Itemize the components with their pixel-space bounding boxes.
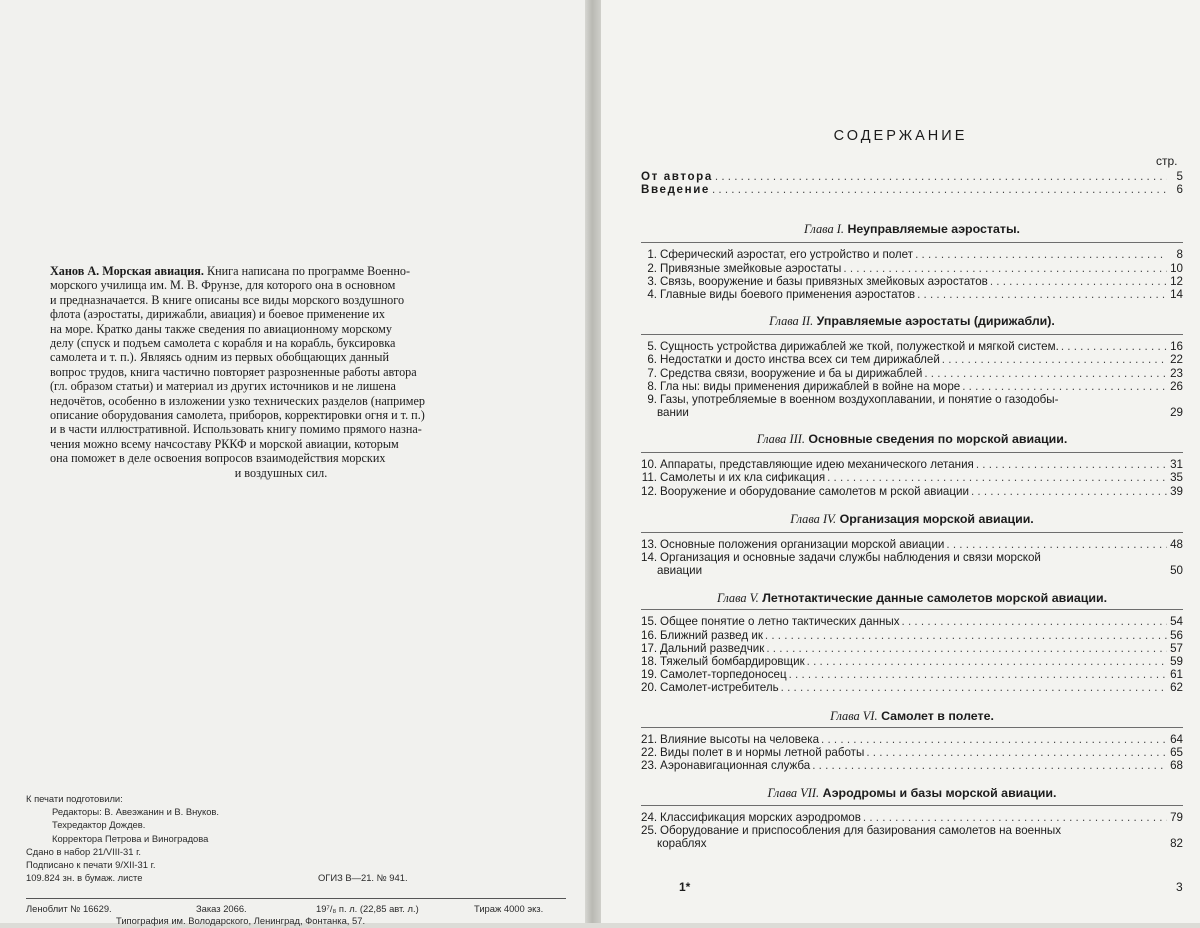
toc-chapter-heading [641,592,1183,605]
toc-entry-number: 13. [641,537,658,551]
toc-chapter-heading [641,315,1183,328]
toc-leader-dots [1059,340,1167,353]
toc-entry-page: 22 [1170,353,1183,367]
toc-entry [641,746,1183,759]
toc-entry-page: 10 [1170,261,1183,275]
toc-entry-text [641,681,779,694]
toc-chapter-title: Самолет в полете. [881,708,994,723]
toc-leader-dots [969,485,1167,498]
toc-chapter-heading [641,223,1183,236]
toc-entry [641,393,1183,406]
annotation-line: описание оборудования самолета, приборов, корректировки огня и т. п.) [50,408,425,423]
toc-entry-text [641,551,1041,564]
toc-spacer [641,498,1183,513]
toc-spacer [641,577,1183,592]
toc-spacer [641,196,1183,223]
toc-spacer [641,695,1183,710]
toc-entry [641,538,1183,551]
toc-leader-dots [805,655,1167,668]
toc-entry-title: Самолет-истребитель [660,681,779,695]
annotation-line: делу (спуск и подъем самолета с корабля и на корабль, буксировка [50,336,396,351]
toc-entry-text [641,759,810,772]
toc-leader-dots [960,380,1167,393]
toc-entry [641,824,1183,837]
toc-entry-number: 24. [641,811,658,825]
annotation-line: на море. Кратко даны также сведения по авиационному морскому [50,321,392,336]
toc-entry-page: 56 [1170,628,1183,642]
toc-entry-page: 16 [1170,340,1183,354]
toc-chapter-title: Неуправляемые аэростаты. [847,222,1020,237]
toc-entry-number: 9. [647,392,657,406]
toc-entry-text [641,615,900,628]
toc-entry-continuation [641,406,1183,419]
toc-entry-number: 12. [641,484,658,498]
imprint-lit: Леноблит № 16629. [26,903,112,914]
imprint-prepared: К печати подготовили: [26,793,123,804]
toc-entry-number: 17. [641,641,658,655]
toc-entry-title: Сущность устройства дирижаблей же ткой, полужесткой и мягкой систем. [660,340,1059,354]
toc-entry [641,615,1183,628]
toc-chapter-label: Глава V. [716,591,759,606]
toc-entry-text [641,485,969,498]
imprint-tech-editor: Техредактор Дождев. [52,819,146,831]
toc-entry-page: 61 [1170,668,1183,682]
toc-entry-number: 2. [647,261,657,275]
toc-entry-text [641,733,819,746]
toc-chapter-label: Глава VI. [830,708,878,723]
toc-entry-number: 20. [641,681,658,695]
toc-entry-number: 4. [647,287,657,301]
toc-entry [641,248,1183,261]
annotation-line: она поможет в деле освоения вопросов взаимодействия морских [50,451,386,466]
toc-entry [641,642,1183,655]
toc-entry-page: 68 [1170,758,1183,772]
toc-entry-text [641,275,988,288]
toc-entry-number: 5. [647,340,657,354]
right-page [601,0,1200,923]
annotation-first-line [50,264,512,278]
author-title: Ханов А. Морская авиация. [50,264,204,278]
book-annotation [50,264,512,480]
annotation-line: и предназначается. В книге описаны все виды морского воздушного [50,292,405,307]
toc-entry-title: Основные положения организации морской авиации [660,537,945,551]
toc-entry-number: 11. [641,471,657,485]
toc-chapter-label: Глава II. [769,314,814,329]
toc-entry-number: 3. [647,274,657,288]
annotation-line: (гл. образом статьи) и материал из других источников и не лишена [50,379,396,394]
toc-entry-text [641,642,764,655]
toc-entry-number: 22. [641,745,658,759]
toc-entry-page: 8 [1176,248,1183,262]
toc-entry-title: Общее понятие о летно тактических данных [660,615,900,629]
imprint-order: Заказ 2066. [196,903,247,914]
signature-mark: 1* [679,880,691,894]
toc-spacer [641,301,1183,315]
toc-title: СОДЕРЖАНИЕ [833,128,968,144]
toc-chapter-heading [641,433,1183,446]
toc-leader-dots [763,629,1167,642]
toc-chapter-heading [641,513,1183,526]
toc-leader-dots [779,681,1167,694]
annotation-line: вопрос трудов, книга частично повторяет разрозненные работы автора [50,364,417,379]
toc-entry [641,262,1183,275]
imprint-editors: Редакторы: В. Авеэжанин и В. Внуков. [52,806,220,818]
annotation-line: морского училища им. М. В. Фрунзе, для которого она в основном [50,278,396,293]
toc-entry-text [641,811,861,824]
toc-entry [641,367,1183,380]
toc-entry-text [641,353,940,366]
toc-leader-dots [819,733,1167,746]
toc-front-entry [641,183,1183,196]
toc-leader-dots [764,642,1167,655]
imprint-chars-row [26,871,566,884]
toc-leader-dots [915,288,1167,301]
imprint-bottom [26,902,566,928]
toc-chapter-label: Глава III. [756,432,805,447]
toc-entry-title: Недостатки и досто инства всех си тем дирижаблей [660,353,940,367]
toc-leader-dots [841,262,1167,275]
toc-entry-text [641,668,787,681]
toc-entry-text [641,458,974,471]
annotation-line: Книга написана по программе Военно- [206,264,411,278]
toc-entry-page: 31 [1170,458,1183,472]
toc-entry [641,340,1183,353]
annotation-line: чения можно всему начсоставу РККФ и морской авиации, которым [50,436,399,451]
toc-entry-title: Классификация морских аэродромов [660,811,861,825]
toc-entry-page: 26 [1170,379,1183,393]
toc-entry-continuation [641,837,1183,850]
toc-entry-title: Самолеты и их кла сификация [660,471,826,485]
toc-entry [641,380,1183,393]
toc-leader-dots [810,759,1167,772]
toc-entry-number: 23. [641,758,658,772]
toc-entry-number: 7. [647,366,657,380]
toc-entry-page: 82 [1170,837,1183,851]
toc-entry [641,668,1183,681]
toc-chapter-title: Летнотактические данные самолетов морской авиации. [762,591,1108,606]
toc-entry-text [641,340,1059,353]
toc-chapter-heading [641,710,1183,723]
toc-entry-continuation-text: авиации [657,564,703,578]
toc-chapter-title: Организация морской авиации. [839,511,1034,526]
toc-entry-text: От автора [641,170,713,183]
toc-chapter-title: Основные сведения по морской авиации. [808,432,1068,447]
imprint-printer: Типография им. Володарского, Ленинград, Фонтанка, 57. [116,915,366,926]
left-page [0,0,585,926]
annotation-line: флота (аэростаты, дирижабли, авиация) и боевое применение их [50,307,386,322]
toc-entry-page: 57 [1170,641,1183,655]
toc-chapter-label: Глава I. [804,222,844,237]
toc-entry-page: 48 [1170,537,1183,551]
imprint-typeset: Сдано в набор 21/VIII-31 г. [26,845,141,857]
imprint [26,792,566,926]
table-of-contents [641,170,1183,851]
toc-entry-title: Самолет-торпедоносец [660,668,787,682]
toc-entry-title: Привязные змейковые аэростаты [660,261,842,275]
toc-entry-title: Вооружение и оборудование самолетов м рской авиации [660,484,969,498]
imprint-run: Тираж 4000 экз. [474,903,544,914]
toc-entry-number: 8. [647,379,657,393]
toc-entry-text [641,746,864,759]
toc-entry [641,811,1183,824]
toc-entry-text [641,380,960,393]
toc-entry-number: 6. [647,353,657,367]
toc-entry-number: 10. [641,458,658,472]
toc-entry-page: 50 [1170,564,1183,578]
toc-chapter-title: Управляемые аэростаты (дирижабли). [816,314,1055,329]
imprint-sheets: 19⁷/₈ п. л. (22,85 авт. л.) [316,903,419,914]
toc-entry-title: Гла ны: виды применения дирижаблей в войне на море [660,379,961,393]
toc-entry-number: 15. [641,615,658,629]
toc-entry-title: Организация и основные задачи службы наблюдения и связи морской [660,551,1041,564]
toc-entry [641,353,1183,366]
toc-entry-text [641,262,841,275]
toc-entry-title: Оборудование и приспособления для базирования самолетов на военных [660,824,1062,838]
toc-entry-title: Влияние высоты на человека [660,732,820,746]
toc-entry-title: Тяжелый бомбардировщик [660,654,805,668]
toc-entry-text [641,655,805,668]
toc-entry-page: 65 [1170,745,1183,759]
toc-entry-page: 14 [1170,287,1183,301]
toc-entry-continuation-text: кораблях [657,837,707,851]
toc-entry [641,681,1183,694]
toc-entry [641,551,1183,564]
imprint-divider [26,898,566,899]
annotation-last-line: и воздушных сил. [234,465,328,480]
toc-entry-title: Дальний разведчик [660,641,765,655]
toc-chapter-label: Глава VII. [767,786,820,801]
toc-leader-dots [913,248,1167,261]
toc-entry-text [641,393,1059,406]
toc-entry-title: Связь, вооружение и базы привязных змейковых аэростатов [660,274,988,288]
toc-entry [641,655,1183,668]
annotation-line: самолета и т. п.). Являясь одним из первых обобщающих данный [50,350,389,365]
toc-leader-dots [974,458,1167,471]
toc-spacer [641,419,1183,433]
toc-entry [641,471,1183,484]
toc-leader-dots [787,668,1167,681]
page-number: 3 [1176,880,1183,894]
toc-leader-dots [825,471,1167,484]
toc-entry-number: 25. [641,824,658,838]
toc-entry-title: Аппараты, представляющие идею механического летания [660,458,974,472]
imprint-ogiz: ОГИЗ В—21. № 941. [318,872,408,884]
toc-entry-text [641,471,825,484]
toc-leader-dots [861,811,1167,824]
toc-entry-text: Введение [641,183,710,197]
toc-leader-dots [922,367,1167,380]
toc-entry-number: 16. [641,628,658,642]
page-column-label: стр. [1156,154,1178,168]
book-gutter [585,0,601,923]
toc-spacer [641,772,1183,787]
toc-entry-number: 1. [647,248,657,262]
toc-entry-page: 59 [1170,654,1183,668]
annotation-line: недочётов, особенно в изложении узко технических разделов (например [50,393,425,408]
toc-entry-text [641,824,1061,837]
toc-entry-page: 12 [1170,274,1183,288]
toc-leader-dots [988,275,1167,288]
toc-entry-text [641,538,944,551]
toc-leader-dots [900,615,1167,628]
toc-entry [641,629,1183,642]
toc-leader-dots [713,170,1167,183]
toc-entry-page: 29 [1170,406,1183,420]
toc-entry-text [641,288,915,301]
toc-entry [641,275,1183,288]
annotation-line: и в части иллюстративной. Использовать книгу помимо прямого назна- [50,422,422,437]
toc-entry-title: Аэронавигационная служба [660,758,811,772]
toc-entry [641,759,1183,772]
toc-leader-dots [864,746,1167,759]
imprint-signed: Подписано к печати 9/XII-31 г. [26,858,156,870]
toc-entry-text [641,629,763,642]
imprint-correctors: Корректора Петрова и Виноградова [52,832,209,844]
toc-entry-number: 19. [641,668,658,682]
toc-entry [641,485,1183,498]
toc-entry-page: 5 [1176,170,1183,183]
toc-entry-page: 79 [1170,811,1183,825]
toc-entry [641,288,1183,301]
toc-entry-page: 64 [1170,732,1183,746]
toc-entry-page: 54 [1170,615,1183,629]
toc-leader-dots [944,538,1167,551]
toc-entry-title: Главные виды боевого применения аэростатов [660,287,916,301]
imprint-chars: 109.824 зн. в бумаж. листе [26,872,143,884]
toc-front-entry [641,170,1183,183]
toc-entry-text [641,248,913,261]
toc-entry [641,733,1183,746]
toc-chapter-heading [641,787,1183,800]
toc-entry-text [641,367,922,380]
toc-entry-page: 23 [1170,366,1183,380]
toc-entry-page: 35 [1170,471,1183,485]
toc-leader-dots [940,353,1167,366]
toc-chapter-title: Аэродромы и базы морской авиации. [822,786,1057,801]
toc-chapter-label: Глава IV. [790,511,837,526]
toc-entry-page: 62 [1170,681,1183,695]
toc-entry [641,458,1183,471]
toc-entry-title: Сферический аэростат, его устройство и полет [660,248,914,262]
toc-entry-continuation-text: вании [657,406,689,420]
toc-leader-dots [710,183,1167,196]
toc-entry-page: 6 [1176,183,1183,197]
toc-entry-number: 21. [641,732,658,746]
toc-entry-title: Ближний развед ик [660,628,763,642]
toc-entry-continuation [641,564,1183,577]
toc-entry-title: Газы, употребляемые в военном воздухоплавании, и понятие о газодобы- [660,392,1059,406]
toc-entry-title: Средства связи, вооружение и ба ы дирижаблей [660,366,923,380]
toc-entry-number: 18. [641,654,658,668]
toc-entry-number: 14. [641,551,658,564]
toc-entry-page: 39 [1170,484,1183,498]
toc-entry-title: Виды полет в и нормы летной работы [660,745,865,759]
